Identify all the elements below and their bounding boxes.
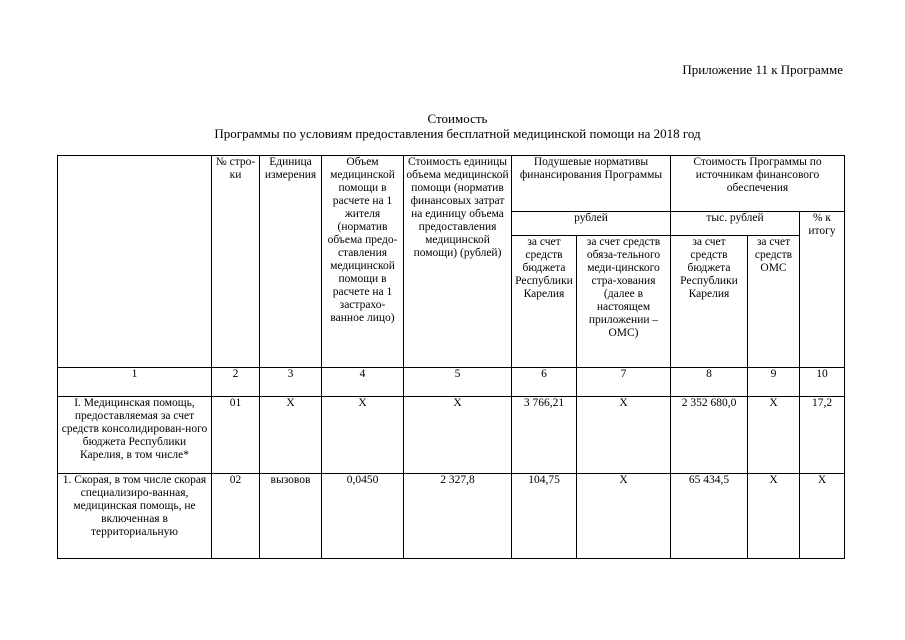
title-line-1: Стоимость bbox=[427, 111, 488, 126]
header-cost-budget: за счет средств бюджета Республики Карелия bbox=[671, 236, 748, 368]
header-unit-cost: Стоимость единицы объема медицинской помощи (норматив финансовых затрат на единицу объема предоставления медицинской помощи) (рублей) bbox=[404, 156, 512, 368]
row-cost-budget: 65 434,5 bbox=[671, 474, 748, 559]
row-pc-oms: Х bbox=[577, 397, 671, 474]
row-cost-oms: Х bbox=[748, 474, 800, 559]
header-blank bbox=[58, 156, 212, 368]
row-pc-budget: 104,75 bbox=[512, 474, 577, 559]
row-unit-cost: Х bbox=[404, 397, 512, 474]
table-row bbox=[58, 474, 845, 559]
row-name: I. Медицинская помощь, предоставляемая за счет средств консолидирован-ного бюджета Республики Карелия, в том числе* bbox=[58, 397, 212, 474]
row-percent: 17,2 bbox=[800, 397, 845, 474]
column-number: 5 bbox=[404, 368, 512, 397]
row-name: 1. Скорая, в том числе скорая специализиро-ванная, медицинская помощь, не включенная в территориальную bbox=[58, 474, 212, 559]
header-volume: Объем медицинской помощи в расчете на 1 жителя (норматив объема предо-ставления медицинской помощи в расчете на 1 застрахо-ванное лицо) bbox=[322, 156, 404, 368]
header-unit: Единица измерения bbox=[260, 156, 322, 368]
row-pc-budget: 3 766,21 bbox=[512, 397, 577, 474]
column-number: 10 bbox=[800, 368, 845, 397]
header-pc-budget: за счет средств бюджета Республики Карелия bbox=[512, 236, 577, 368]
row-volume: Х bbox=[322, 397, 404, 474]
cost-table bbox=[57, 155, 845, 559]
row-number: 01 bbox=[212, 397, 260, 474]
row-cost-oms: Х bbox=[748, 397, 800, 474]
row-volume: 0,0450 bbox=[322, 474, 404, 559]
row-percent: Х bbox=[800, 474, 845, 559]
column-number-row bbox=[58, 368, 845, 397]
row-cost-budget: 2 352 680,0 bbox=[671, 397, 748, 474]
column-number: 2 bbox=[212, 368, 260, 397]
column-number: 1 bbox=[58, 368, 212, 397]
row-unit: Х bbox=[260, 397, 322, 474]
row-unit: вызовов bbox=[260, 474, 322, 559]
document-title bbox=[0, 111, 905, 141]
column-number: 8 bbox=[671, 368, 748, 397]
header-program-cost: Стоимость Программы по источникам финансового обеспечения bbox=[671, 156, 845, 212]
header-row-number: № стро-ки bbox=[212, 156, 260, 368]
row-pc-oms: Х bbox=[577, 474, 671, 559]
header-per-capita: Подушевые нормативы финансирования Программы bbox=[512, 156, 671, 212]
header-percent-total: % к итогу bbox=[800, 212, 845, 368]
title-line-2: Программы по условиям предоставления бесплатной медицинской помощи на 2018 год bbox=[214, 126, 701, 141]
header-pc-oms: за счет средств обяза-тельного меди-цинского стра-хования (далее в настоящем приложении – ОМС) bbox=[577, 236, 671, 368]
table-row bbox=[58, 397, 845, 474]
header-cost-oms: за счет средств ОМС bbox=[748, 236, 800, 368]
column-number: 9 bbox=[748, 368, 800, 397]
row-number: 02 bbox=[212, 474, 260, 559]
column-number: 7 bbox=[577, 368, 671, 397]
column-number: 6 bbox=[512, 368, 577, 397]
appendix-label: Приложение 11 к Программе bbox=[682, 62, 843, 77]
header-thousand-rubles: тыс. рублей bbox=[671, 212, 800, 236]
column-number: 3 bbox=[260, 368, 322, 397]
column-number: 4 bbox=[322, 368, 404, 397]
header-rubles: рублей bbox=[512, 212, 671, 236]
row-unit-cost: 2 327,8 bbox=[404, 474, 512, 559]
